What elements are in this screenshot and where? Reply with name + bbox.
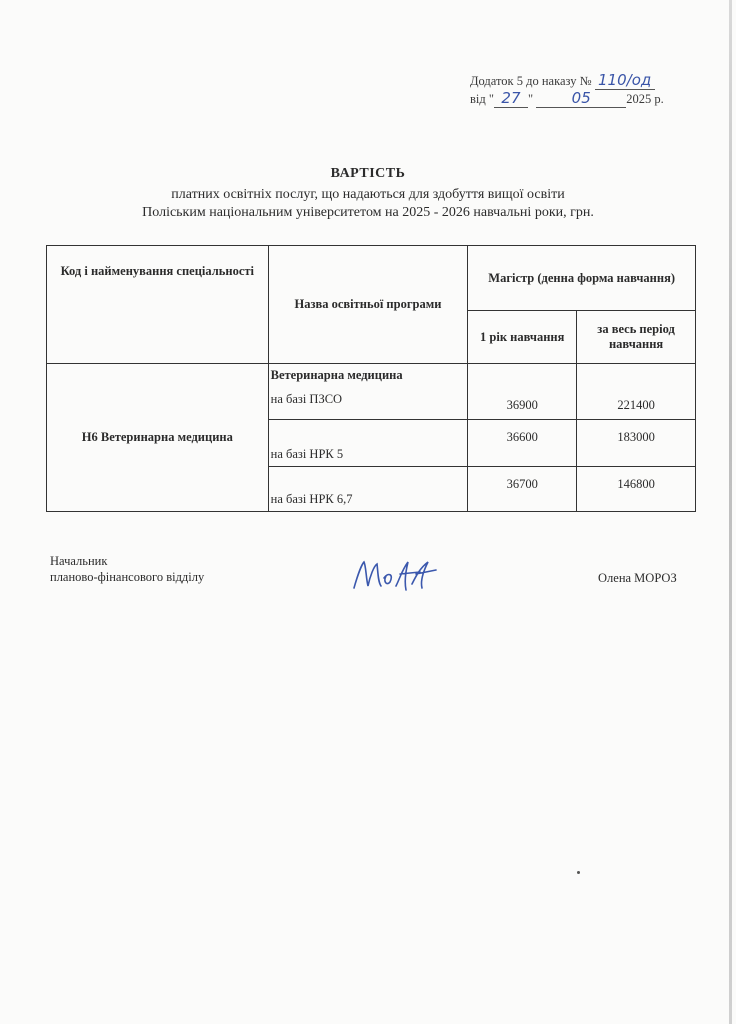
appendix-line-1: Додаток 5 до наказу № 110/од <box>470 72 700 90</box>
position-line-1: Начальник <box>50 554 108 568</box>
fees-table <box>46 245 696 512</box>
first-year-price: 36700 <box>468 467 577 512</box>
program-basis: на базі ПЗСО <box>270 392 343 406</box>
scan-edge <box>729 0 732 1024</box>
signer-name: Олена МОРОЗ <box>598 571 677 585</box>
header-specialty: Код і найменування спеціальності <box>47 246 269 364</box>
total-price: 221400 <box>577 364 696 420</box>
header-program: Назва освітньої програми <box>268 246 468 364</box>
order-number: 110/од <box>595 72 655 90</box>
total-price: 146800 <box>577 467 696 512</box>
appendix-line-2: від " 27 " 05 2025 р. <box>470 89 664 107</box>
document-title <box>0 166 736 222</box>
specialty-cell: H6 Ветеринарна медицина <box>47 364 269 512</box>
title-line-1: платних освітніх послуг, що надаються для здобуття вищої освіти <box>171 187 565 202</box>
handwritten-signature <box>350 556 450 596</box>
first-year-price: 36600 <box>468 420 577 467</box>
scan-speck <box>577 871 580 874</box>
title-heading: ВАРТІСТЬ <box>330 166 406 181</box>
position-line-2: планово-фінансового відділу <box>50 570 205 584</box>
header-master: Магістр (денна форма навчання) <box>468 246 696 311</box>
title-line-2: Поліським національним університетом на 2025 - 2026 навчальні роки, грн. <box>142 205 594 220</box>
order-year: 2025 р. <box>626 92 664 106</box>
order-month: 05 <box>536 90 626 108</box>
header-first-year: 1 рік навчання <box>468 311 577 364</box>
header-whole-period: за весь період навчання <box>577 311 696 364</box>
total-price: 183000 <box>577 420 696 467</box>
order-day: 27 <box>494 90 528 108</box>
appendix-note <box>470 72 700 108</box>
program-cell-1 <box>268 364 468 420</box>
first-year-price: 36900 <box>468 364 577 420</box>
program-title: Ветеринарна медицина <box>270 368 403 382</box>
program-basis: на базі НРК 5 <box>268 420 468 467</box>
program-basis: на базі НРК 6,7 <box>268 467 468 512</box>
